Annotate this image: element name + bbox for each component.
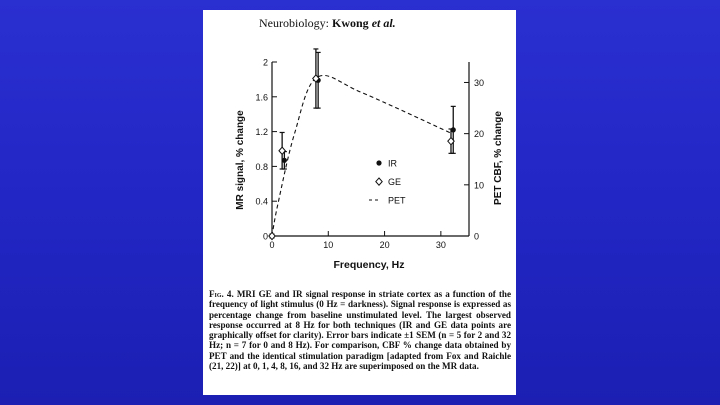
y-tick-label: 0.4	[255, 196, 268, 207]
y2-axis-label: PET CBF, % change	[493, 111, 504, 205]
legend	[369, 159, 406, 206]
figure-label: Fig. 4.	[209, 289, 234, 299]
legend-ge-label: GE	[388, 177, 402, 187]
legend-pet-label: PET	[388, 195, 406, 206]
y-tick-label: 1.2	[255, 127, 268, 138]
legend-ge-marker	[376, 178, 382, 185]
pet-series-line	[272, 75, 452, 236]
mr-pet-chart	[203, 10, 516, 290]
y-tick-label: 0	[262, 231, 268, 242]
y2-tick-label: 30	[474, 77, 485, 88]
ge-point	[269, 232, 275, 239]
y2-tick-label: 0	[474, 231, 480, 242]
y-tick-label: 2	[262, 57, 268, 68]
y-tick-label: 1.6	[255, 92, 268, 103]
y-tick-label: 0.8	[255, 161, 268, 172]
author-name: Kwong	[332, 16, 369, 30]
series-layer	[269, 49, 456, 240]
journal-figure-page	[203, 10, 516, 395]
x-tick-label: 10	[323, 240, 334, 250]
et-al: et al.	[371, 16, 396, 30]
x-axis-label: Frequency, Hz	[333, 259, 405, 271]
x-tick-label: 0	[269, 240, 275, 250]
x-tick-label: 20	[379, 240, 390, 250]
journal-name: Neurobiology:	[259, 16, 329, 30]
x-tick-label: 30	[435, 240, 446, 250]
y-axis-label: MR signal, % change	[235, 110, 246, 210]
legend-ir-label: IR	[388, 158, 397, 169]
legend-ir-marker	[376, 160, 381, 165]
figure-caption	[209, 289, 511, 371]
y2-tick-label: 10	[474, 180, 485, 191]
y2-tick-label: 20	[474, 129, 485, 140]
caption-text: MRI GE and IR signal response in striate cortex as a function of the frequency of light stimulus (0 Hz = darkness). Signal response is expressed as percentage change from baseline unstimulated level. The largest observed response occurred at 8 Hz for both techniques (IR and GE data points are graphically offset for clarity). Error bars indicate ±1 SEM (n = 5 for 2 and 32 Hz; n = 7 for 0 and 8 Hz). For comparison, CBF % change data obtained by PET and the identical stimulation paradigm [adapted from Fox and Raichle (21, 22)] at 0, 1, 4, 8, 16, and 32 Hz are superimposed on the MR data.	[209, 289, 511, 372]
